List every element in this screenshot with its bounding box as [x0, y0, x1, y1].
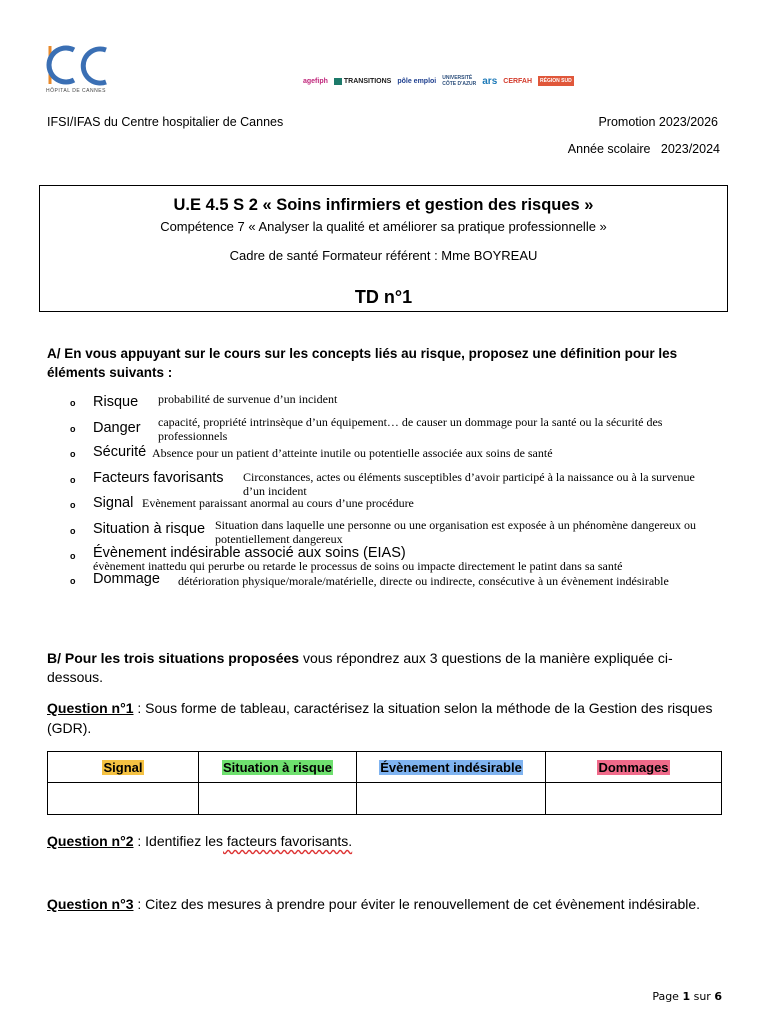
partner-logos	[303, 68, 625, 94]
header-signal-label: Signal	[103, 759, 143, 775]
header-situation-label: Situation à risque	[222, 759, 333, 775]
gdr-table	[47, 751, 722, 815]
partner-logo: TRANSITIONS	[334, 78, 391, 85]
page-footer	[652, 990, 722, 1003]
question-2-text: : Identifiez les	[133, 833, 223, 849]
question-3-label: Question n°3	[47, 896, 134, 912]
question-3-text: : Citez des mesures à prendre pour éviter le renouvellement de cet évènement indésirable.	[133, 896, 701, 912]
header-evenement	[357, 752, 546, 783]
header-dommages	[546, 752, 722, 783]
answer-risque: probabilité de survenue d’un incident	[158, 392, 338, 406]
cell-signal[interactable]	[48, 783, 199, 815]
bullet: o	[70, 398, 76, 408]
header-dommages-label: Dommages	[598, 759, 669, 775]
term-facteurs: Facteurs favorisants	[93, 470, 224, 486]
page-total: 6	[714, 990, 722, 1003]
answer-eias: évènement inattedu qui perurbe ou retarde le processus de soins ou impacte directement le patint dans sa santé	[93, 559, 623, 573]
header-situation	[199, 752, 357, 783]
header-evenement-label: Évènement indésirable	[380, 759, 522, 775]
term-signal: Signal	[93, 495, 134, 511]
question-1-text: : Sous forme de tableau, caractérisez la situation selon la méthode de la Gestion des risques (GDR).	[47, 700, 713, 736]
term-eias: Évènement indésirable associé aux soins (EIAS)	[93, 545, 406, 561]
term-situation: Situation à risque	[93, 521, 206, 537]
bullet: o	[70, 500, 76, 510]
bullet: o	[70, 424, 76, 434]
partner-logo: RÉGION SUD	[540, 78, 572, 84]
ue-title: U.E 4.5 S 2 « Soins infirmiers et gestion des risques »	[173, 196, 594, 214]
instructor: Cadre de santé Formateur référent : Mme BOYREAU	[229, 248, 538, 263]
cell-dommages[interactable]	[546, 783, 722, 815]
cell-situation[interactable]	[199, 783, 357, 815]
answer-dommage: détérioration physique/morale/matérielle, directe ou indirecte, consécutive à un évènement indésirable	[178, 574, 669, 588]
partner-logo: agefiph	[303, 77, 328, 85]
cell-evenement[interactable]	[357, 783, 546, 815]
section-b-intro-bold: B/ Pour les trois situations proposées	[47, 650, 300, 666]
question-2-label: Question n°2	[47, 833, 134, 849]
term-securite: Sécurité	[93, 444, 147, 460]
question-2	[47, 831, 727, 851]
institution-name: IFSI/IFAS du Centre hospitalier de Cannes	[47, 115, 284, 129]
bullet: o	[70, 551, 76, 561]
section-b-intro	[47, 649, 727, 687]
partner-logo: pôle emploi	[397, 77, 437, 85]
bullet: o	[70, 576, 76, 586]
answer-facteurs: Circonstances, actes ou éléments susceptibles d’avoir participé à la naissance ou à la survenue d’un incident	[243, 470, 695, 498]
answer-danger: capacité, propriété intrinsèque d’un équipement… de causer un dommage pour la santé ou la sécurité des professionnels	[158, 415, 663, 443]
question-2-underlined: facteurs favorisants.	[223, 833, 353, 849]
partner-logo: UNIVERSITÉ CÔTE D'AZUR	[442, 75, 477, 87]
answer-securite: Absence pour un patient d’atteinte inutile ou potentielle associée aux soins de santé	[152, 446, 553, 460]
hospital-logo	[46, 42, 110, 92]
header-signal	[48, 752, 199, 783]
sur-word: sur	[693, 990, 711, 1003]
answer-signal: Evènement paraissant anormal au cours d’une procédure	[142, 496, 414, 510]
school-year: Année scolaire 2023/2024	[567, 142, 720, 156]
term-risque: Risque	[93, 394, 139, 410]
term-danger: Danger	[93, 420, 141, 436]
title-box	[39, 185, 728, 312]
partner-logo: CERFAH	[503, 77, 533, 85]
question-1	[47, 698, 727, 738]
question-1-label: Question n°1	[47, 700, 134, 716]
promotion: Promotion 2023/2026	[598, 115, 718, 129]
answer-situation: Situation dans laquelle une personne ou une organisation est exposée à un phénomène dangereux ou potentiellement dangereux	[215, 518, 696, 546]
question-3	[47, 894, 727, 914]
section-b-intro-rest: vous répondrez aux 3 questions de la manière expliquée ci-dessous.	[47, 650, 673, 685]
bullet: o	[70, 449, 76, 459]
td-number: TD n°1	[354, 287, 413, 307]
bullet: o	[70, 475, 76, 485]
partner-logo: ars	[482, 75, 498, 87]
bullet: o	[70, 526, 76, 536]
page-number: 1	[682, 990, 691, 1003]
page-word: Page	[652, 990, 679, 1003]
logo-subtitle: HÔPITAL DE CANNES	[46, 88, 106, 94]
competence: Compétence 7 « Analyser la qualité et améliorer sa pratique professionnelle »	[160, 219, 607, 234]
section-a-heading: A/ En vous appuyant sur le cours sur les concepts liés au risque, proposez une définition pour les éléments suivants :	[47, 346, 678, 380]
term-dommage: Dommage	[93, 571, 160, 587]
